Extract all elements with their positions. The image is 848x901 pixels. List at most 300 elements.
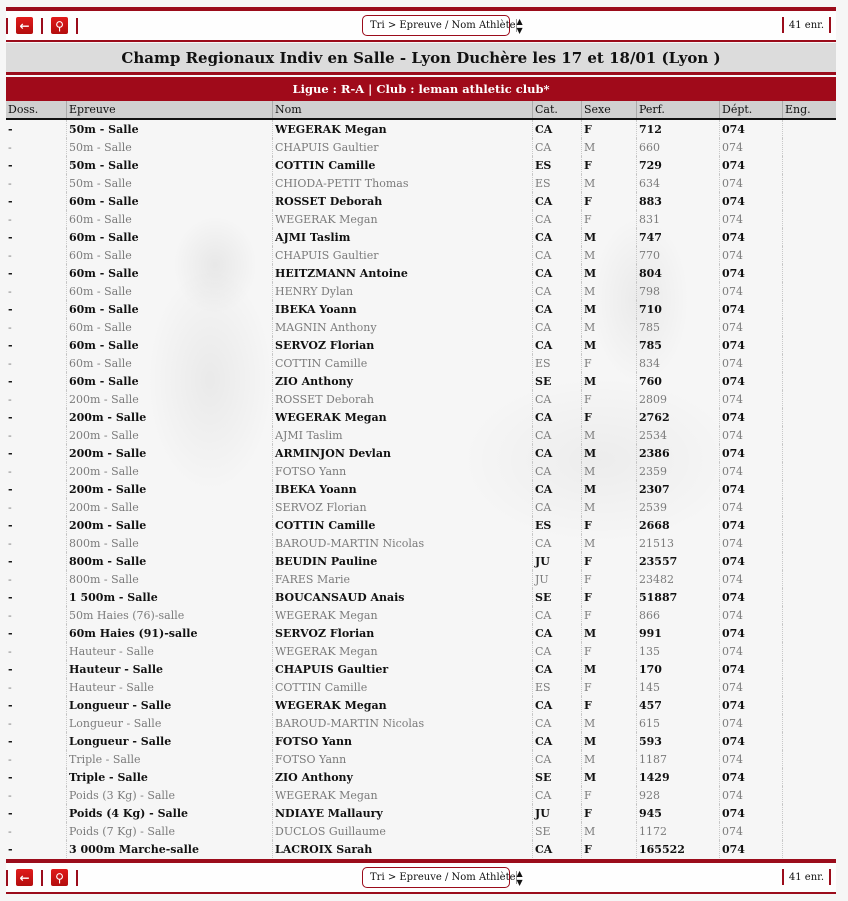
cell-doss: -: [8, 788, 12, 802]
cell-doss: -: [8, 158, 13, 172]
cell-dept: 074: [720, 642, 783, 660]
cell-perf: 785: [637, 318, 720, 336]
cell-epreuve: 200m - Salle: [67, 408, 273, 426]
cell-dept: 074: [720, 840, 783, 858]
cell-cat: ES: [533, 516, 582, 534]
top-toolbar: [6, 7, 836, 42]
cell-sexe: F: [582, 804, 637, 822]
table-row[interactable]: [6, 822, 836, 840]
cell-sexe: M: [582, 228, 637, 246]
count-separator: [829, 17, 831, 33]
cell-sexe: F: [582, 606, 637, 624]
cell-dept: 074: [720, 606, 783, 624]
count-separator: [782, 869, 784, 885]
cell-eng: [783, 642, 837, 660]
cell-nom: CHAPUIS Gaultier: [273, 660, 533, 678]
cell-dept: 074: [720, 119, 783, 138]
cell-eng: [783, 588, 837, 606]
cell-eng: [783, 282, 837, 300]
cell-cat: CA: [533, 462, 582, 480]
cell-epreuve: 60m - Salle: [67, 246, 273, 264]
cell-epreuve: 200m - Salle: [67, 498, 273, 516]
bottom-toolbar: [6, 859, 836, 894]
sort-select-value: Tri > Epreuve / Nom Athlète: [370, 872, 516, 883]
cell-cat: CA: [533, 192, 582, 210]
cell-perf: 798: [637, 282, 720, 300]
cell-dept: 074: [720, 318, 783, 336]
cell-perf: 593: [637, 732, 720, 750]
cell-dept: 074: [720, 660, 783, 678]
cell-sexe: M: [582, 498, 637, 516]
cell-perf: 831: [637, 210, 720, 228]
cell-sexe: M: [582, 372, 637, 390]
cell-cat: CA: [533, 264, 582, 282]
cell-nom: WEGERAK Megan: [273, 696, 533, 714]
cell-epreuve: 800m - Salle: [67, 534, 273, 552]
cell-epreuve: Poids (7 Kg) - Salle: [67, 822, 273, 840]
cell-dept: 074: [720, 822, 783, 840]
cell-sexe: F: [582, 840, 637, 858]
cell-perf: 712: [637, 119, 720, 138]
cell-dept: 074: [720, 696, 783, 714]
arrow-left-icon: ←: [19, 18, 30, 33]
magnifier-icon: ⚲: [55, 870, 64, 885]
cell-epreuve: Longueur - Salle: [67, 714, 273, 732]
cell-perf: 770: [637, 246, 720, 264]
table-row[interactable]: [6, 750, 836, 768]
cell-sexe: M: [582, 714, 637, 732]
col-cat[interactable]: Cat.: [533, 101, 582, 119]
cell-perf: 1429: [637, 768, 720, 786]
cell-cat: CA: [533, 300, 582, 318]
cell-perf: 928: [637, 786, 720, 804]
table-row[interactable]: [6, 516, 836, 534]
cell-eng: [783, 408, 837, 426]
cell-doss: -: [8, 338, 13, 352]
cell-eng: [783, 516, 837, 534]
cell-nom: DUCLOS Guillaume: [273, 822, 533, 840]
cell-perf: 457: [637, 696, 720, 714]
cell-epreuve: Triple - Salle: [67, 750, 273, 768]
cell-dept: 074: [720, 516, 783, 534]
col-sexe[interactable]: Sexe: [582, 101, 637, 119]
table-row[interactable]: [6, 372, 836, 390]
cell-cat: SE: [533, 822, 582, 840]
table-row[interactable]: [6, 624, 836, 642]
table-row[interactable]: [6, 570, 836, 588]
cell-epreuve: Hauteur - Salle: [67, 642, 273, 660]
cell-doss: -: [8, 284, 12, 298]
table-row[interactable]: [6, 642, 836, 660]
cell-eng: [783, 498, 837, 516]
magnifier-icon: ⚲: [55, 18, 64, 33]
cell-doss: -: [8, 680, 12, 694]
cell-doss: -: [8, 122, 13, 136]
cell-sexe: M: [582, 282, 637, 300]
back-button[interactable]: [16, 17, 33, 34]
cell-dept: 074: [720, 174, 783, 192]
cell-sexe: M: [582, 336, 637, 354]
cell-eng: [783, 606, 837, 624]
table-row[interactable]: [6, 552, 836, 570]
cell-nom: COTTIN Camille: [273, 354, 533, 372]
cell-dept: 074: [720, 228, 783, 246]
table-row[interactable]: [6, 390, 836, 408]
toolbar-separator: [41, 18, 43, 34]
table-row[interactable]: [6, 192, 836, 210]
cell-sexe: F: [582, 786, 637, 804]
club-banner: Ligue : R-A | Club : leman athletic club*: [6, 77, 836, 101]
cell-epreuve: 50m - Salle: [67, 138, 273, 156]
cell-sexe: M: [582, 750, 637, 768]
cell-epreuve: 60m - Salle: [67, 228, 273, 246]
cell-nom: CHIODA-PETIT Thomas: [273, 174, 533, 192]
cell-cat: ES: [533, 354, 582, 372]
cell-cat: CA: [533, 498, 582, 516]
cell-sexe: M: [582, 246, 637, 264]
cell-doss: -: [8, 248, 12, 262]
cell-eng: [783, 264, 837, 282]
cell-epreuve: 1 500m - Salle: [67, 588, 273, 606]
toolbar-separator: [6, 870, 8, 886]
cell-sexe: M: [582, 264, 637, 282]
cell-cat: CA: [533, 732, 582, 750]
cell-dept: 074: [720, 246, 783, 264]
cell-cat: SE: [533, 588, 582, 606]
cell-doss: -: [8, 518, 13, 532]
table-row[interactable]: [6, 246, 836, 264]
col-perf[interactable]: Perf.: [637, 101, 720, 119]
cell-dept: 074: [720, 192, 783, 210]
cell-eng: [783, 552, 837, 570]
cell-eng: [783, 300, 837, 318]
cell-nom: SERVOZ Florian: [273, 624, 533, 642]
cell-doss: -: [8, 572, 12, 586]
cell-doss: -: [8, 662, 13, 676]
sort-select[interactable]: [362, 867, 523, 888]
cell-cat: CA: [533, 119, 582, 138]
table-row[interactable]: [6, 660, 836, 678]
cell-eng: [783, 714, 837, 732]
cell-sexe: M: [582, 768, 637, 786]
cell-sexe: F: [582, 696, 637, 714]
cell-eng: [783, 804, 837, 822]
cell-eng: [783, 156, 837, 174]
cell-nom: BAROUD-MARTIN Nicolas: [273, 714, 533, 732]
cell-nom: BAROUD-MARTIN Nicolas: [273, 534, 533, 552]
cell-doss: -: [8, 734, 13, 748]
cell-eng: [783, 822, 837, 840]
table-row[interactable]: [6, 768, 836, 786]
cell-cat: CA: [533, 426, 582, 444]
cell-epreuve: 800m - Salle: [67, 570, 273, 588]
cell-cat: CA: [533, 228, 582, 246]
cell-epreuve: 800m - Salle: [67, 552, 273, 570]
cell-sexe: F: [582, 408, 637, 426]
table-row[interactable]: [6, 534, 836, 552]
sort-select[interactable]: [362, 15, 523, 36]
cell-sexe: M: [582, 534, 637, 552]
cell-sexe: F: [582, 642, 637, 660]
cell-cat: CA: [533, 534, 582, 552]
cell-doss: -: [8, 554, 13, 568]
table-row[interactable]: [6, 174, 836, 192]
cell-doss: -: [8, 752, 12, 766]
cell-doss: -: [8, 302, 13, 316]
cell-sexe: F: [582, 390, 637, 408]
toolbar-separator: [76, 18, 78, 34]
col-doss[interactable]: Doss.: [6, 101, 67, 119]
search-button[interactable]: [51, 17, 68, 34]
table-row[interactable]: [6, 156, 836, 174]
table-row[interactable]: [6, 318, 836, 336]
table-row[interactable]: [6, 354, 836, 372]
col-nom[interactable]: Nom: [273, 101, 533, 119]
cell-eng: [783, 444, 837, 462]
cell-dept: 074: [720, 588, 783, 606]
col-eng[interactable]: Eng.: [783, 101, 837, 119]
cell-cat: CA: [533, 750, 582, 768]
cell-cat: CA: [533, 624, 582, 642]
cell-perf: 660: [637, 138, 720, 156]
cell-sexe: M: [582, 624, 637, 642]
cell-dept: 074: [720, 408, 783, 426]
cell-sexe: F: [582, 192, 637, 210]
col-epreuve[interactable]: Epreuve: [67, 101, 273, 119]
cell-cat: ES: [533, 678, 582, 696]
table-row[interactable]: [6, 804, 836, 822]
cell-perf: 21513: [637, 534, 720, 552]
cell-dept: 074: [720, 552, 783, 570]
cell-nom: ARMINJON Devlan: [273, 444, 533, 462]
cell-nom: WEGERAK Megan: [273, 210, 533, 228]
table-row[interactable]: [6, 408, 836, 426]
cell-perf: 165522: [637, 840, 720, 858]
updown-arrows-icon: ▲ ▼: [516, 868, 523, 887]
table-row[interactable]: [6, 786, 836, 804]
cell-epreuve: 200m - Salle: [67, 444, 273, 462]
cell-perf: 2359: [637, 462, 720, 480]
table-row[interactable]: [6, 840, 836, 858]
cell-eng: [783, 462, 837, 480]
cell-cat: CA: [533, 480, 582, 498]
toolbar-separator: [76, 870, 78, 886]
back-button[interactable]: [16, 869, 33, 886]
cell-doss: -: [8, 140, 12, 154]
cell-eng: [783, 174, 837, 192]
table-row[interactable]: [6, 444, 836, 462]
cell-dept: 074: [720, 678, 783, 696]
cell-cat: JU: [533, 552, 582, 570]
cell-dept: 074: [720, 426, 783, 444]
cell-nom: IBEKA Yoann: [273, 480, 533, 498]
cell-nom: HENRY Dylan: [273, 282, 533, 300]
cell-eng: [783, 660, 837, 678]
cell-sexe: M: [582, 480, 637, 498]
cell-nom: CHAPUIS Gaultier: [273, 138, 533, 156]
cell-eng: [783, 192, 837, 210]
cell-eng: [783, 768, 837, 786]
toolbar-separator: [6, 18, 8, 34]
cell-cat: CA: [533, 786, 582, 804]
table-row[interactable]: [6, 588, 836, 606]
cell-perf: 2809: [637, 390, 720, 408]
cell-dept: 074: [720, 534, 783, 552]
cell-perf: 2534: [637, 426, 720, 444]
cell-epreuve: 60m - Salle: [67, 318, 273, 336]
count-separator: [782, 17, 784, 33]
cell-dept: 074: [720, 264, 783, 282]
table-row[interactable]: [6, 138, 836, 156]
cell-dept: 074: [720, 390, 783, 408]
cell-sexe: F: [582, 552, 637, 570]
cell-cat: CA: [533, 642, 582, 660]
cell-dept: 074: [720, 750, 783, 768]
cell-doss: -: [8, 482, 13, 496]
cell-cat: CA: [533, 282, 582, 300]
cell-sexe: M: [582, 426, 637, 444]
cell-nom: WEGERAK Megan: [273, 119, 533, 138]
cell-cat: JU: [533, 804, 582, 822]
cell-doss: -: [8, 536, 12, 550]
cell-nom: FOTSO Yann: [273, 732, 533, 750]
cell-doss: -: [8, 824, 12, 838]
cell-dept: 074: [720, 354, 783, 372]
cell-perf: 135: [637, 642, 720, 660]
results-table: [6, 101, 836, 858]
table-row[interactable]: [6, 462, 836, 480]
cell-eng: [783, 426, 837, 444]
cell-perf: 785: [637, 336, 720, 354]
table-row[interactable]: [6, 426, 836, 444]
cell-cat: SE: [533, 372, 582, 390]
cell-nom: FOTSO Yann: [273, 750, 533, 768]
cell-sexe: M: [582, 462, 637, 480]
cell-cat: CA: [533, 660, 582, 678]
cell-dept: 074: [720, 462, 783, 480]
cell-cat: CA: [533, 390, 582, 408]
cell-nom: COTTIN Camille: [273, 678, 533, 696]
results-page: [6, 7, 836, 894]
cell-nom: NDIAYE Mallaury: [273, 804, 533, 822]
cell-doss: -: [8, 464, 12, 478]
cell-sexe: M: [582, 318, 637, 336]
table-row[interactable]: [6, 696, 836, 714]
cell-epreuve: 200m - Salle: [67, 426, 273, 444]
cell-epreuve: 60m - Salle: [67, 300, 273, 318]
cell-epreuve: Hauteur - Salle: [67, 678, 273, 696]
cell-perf: 2762: [637, 408, 720, 426]
cell-cat: SE: [533, 768, 582, 786]
cell-doss: -: [8, 698, 13, 712]
cell-nom: SERVOZ Florian: [273, 498, 533, 516]
cell-epreuve: Triple - Salle: [67, 768, 273, 786]
cell-eng: [783, 354, 837, 372]
table-row[interactable]: [6, 300, 836, 318]
cell-dept: 074: [720, 300, 783, 318]
cell-dept: 074: [720, 282, 783, 300]
cell-dept: 074: [720, 372, 783, 390]
cell-nom: WEGERAK Megan: [273, 408, 533, 426]
cell-doss: -: [8, 716, 12, 730]
cell-doss: -: [8, 608, 12, 622]
cell-epreuve: Poids (4 Kg) - Salle: [67, 804, 273, 822]
cell-dept: 074: [720, 336, 783, 354]
table-row[interactable]: [6, 732, 836, 750]
cell-dept: 074: [720, 624, 783, 642]
record-count-text: 41 enr.: [788, 19, 824, 31]
cell-dept: 074: [720, 444, 783, 462]
table-row[interactable]: [6, 264, 836, 282]
table-row[interactable]: [6, 606, 836, 624]
cell-perf: 634: [637, 174, 720, 192]
cell-cat: CA: [533, 714, 582, 732]
cell-nom: COTTIN Camille: [273, 156, 533, 174]
cell-nom: WEGERAK Megan: [273, 642, 533, 660]
table-row[interactable]: [6, 119, 836, 138]
cell-sexe: F: [582, 678, 637, 696]
cell-eng: [783, 678, 837, 696]
table-row[interactable]: [6, 498, 836, 516]
cell-sexe: M: [582, 444, 637, 462]
cell-nom: CHAPUIS Gaultier: [273, 246, 533, 264]
cell-eng: [783, 372, 837, 390]
table-row[interactable]: [6, 480, 836, 498]
table-row[interactable]: [6, 228, 836, 246]
cell-doss: -: [8, 410, 13, 424]
cell-nom: ZIO Anthony: [273, 372, 533, 390]
cell-perf: 1172: [637, 822, 720, 840]
cell-doss: -: [8, 374, 13, 388]
cell-cat: JU: [533, 570, 582, 588]
table-row[interactable]: [6, 714, 836, 732]
cell-eng: [783, 138, 837, 156]
cell-doss: -: [8, 590, 13, 604]
table-row[interactable]: [6, 336, 836, 354]
cell-eng: [783, 732, 837, 750]
cell-epreuve: Longueur - Salle: [67, 696, 273, 714]
table-row[interactable]: [6, 282, 836, 300]
cell-doss: -: [8, 644, 12, 658]
cell-eng: [783, 696, 837, 714]
cell-eng: [783, 570, 837, 588]
cell-perf: 747: [637, 228, 720, 246]
cell-perf: 51887: [637, 588, 720, 606]
record-count: [777, 869, 836, 885]
cell-doss: -: [8, 176, 12, 190]
col-dept[interactable]: Dépt.: [720, 101, 783, 119]
cell-dept: 074: [720, 786, 783, 804]
cell-epreuve: 200m - Salle: [67, 390, 273, 408]
cell-nom: WEGERAK Megan: [273, 606, 533, 624]
cell-epreuve: 3 000m Marche-salle: [67, 840, 273, 858]
cell-nom: SERVOZ Florian: [273, 336, 533, 354]
search-button[interactable]: [51, 869, 68, 886]
cell-dept: 074: [720, 570, 783, 588]
cell-eng: [783, 786, 837, 804]
table-row[interactable]: [6, 678, 836, 696]
cell-doss: -: [8, 356, 12, 370]
cell-cat: CA: [533, 246, 582, 264]
cell-eng: [783, 390, 837, 408]
cell-perf: 145: [637, 678, 720, 696]
cell-doss: -: [8, 212, 12, 226]
cell-sexe: F: [582, 354, 637, 372]
count-separator: [829, 869, 831, 885]
table-row[interactable]: [6, 210, 836, 228]
cell-epreuve: 60m - Salle: [67, 264, 273, 282]
record-count-text: 41 enr.: [788, 871, 824, 883]
